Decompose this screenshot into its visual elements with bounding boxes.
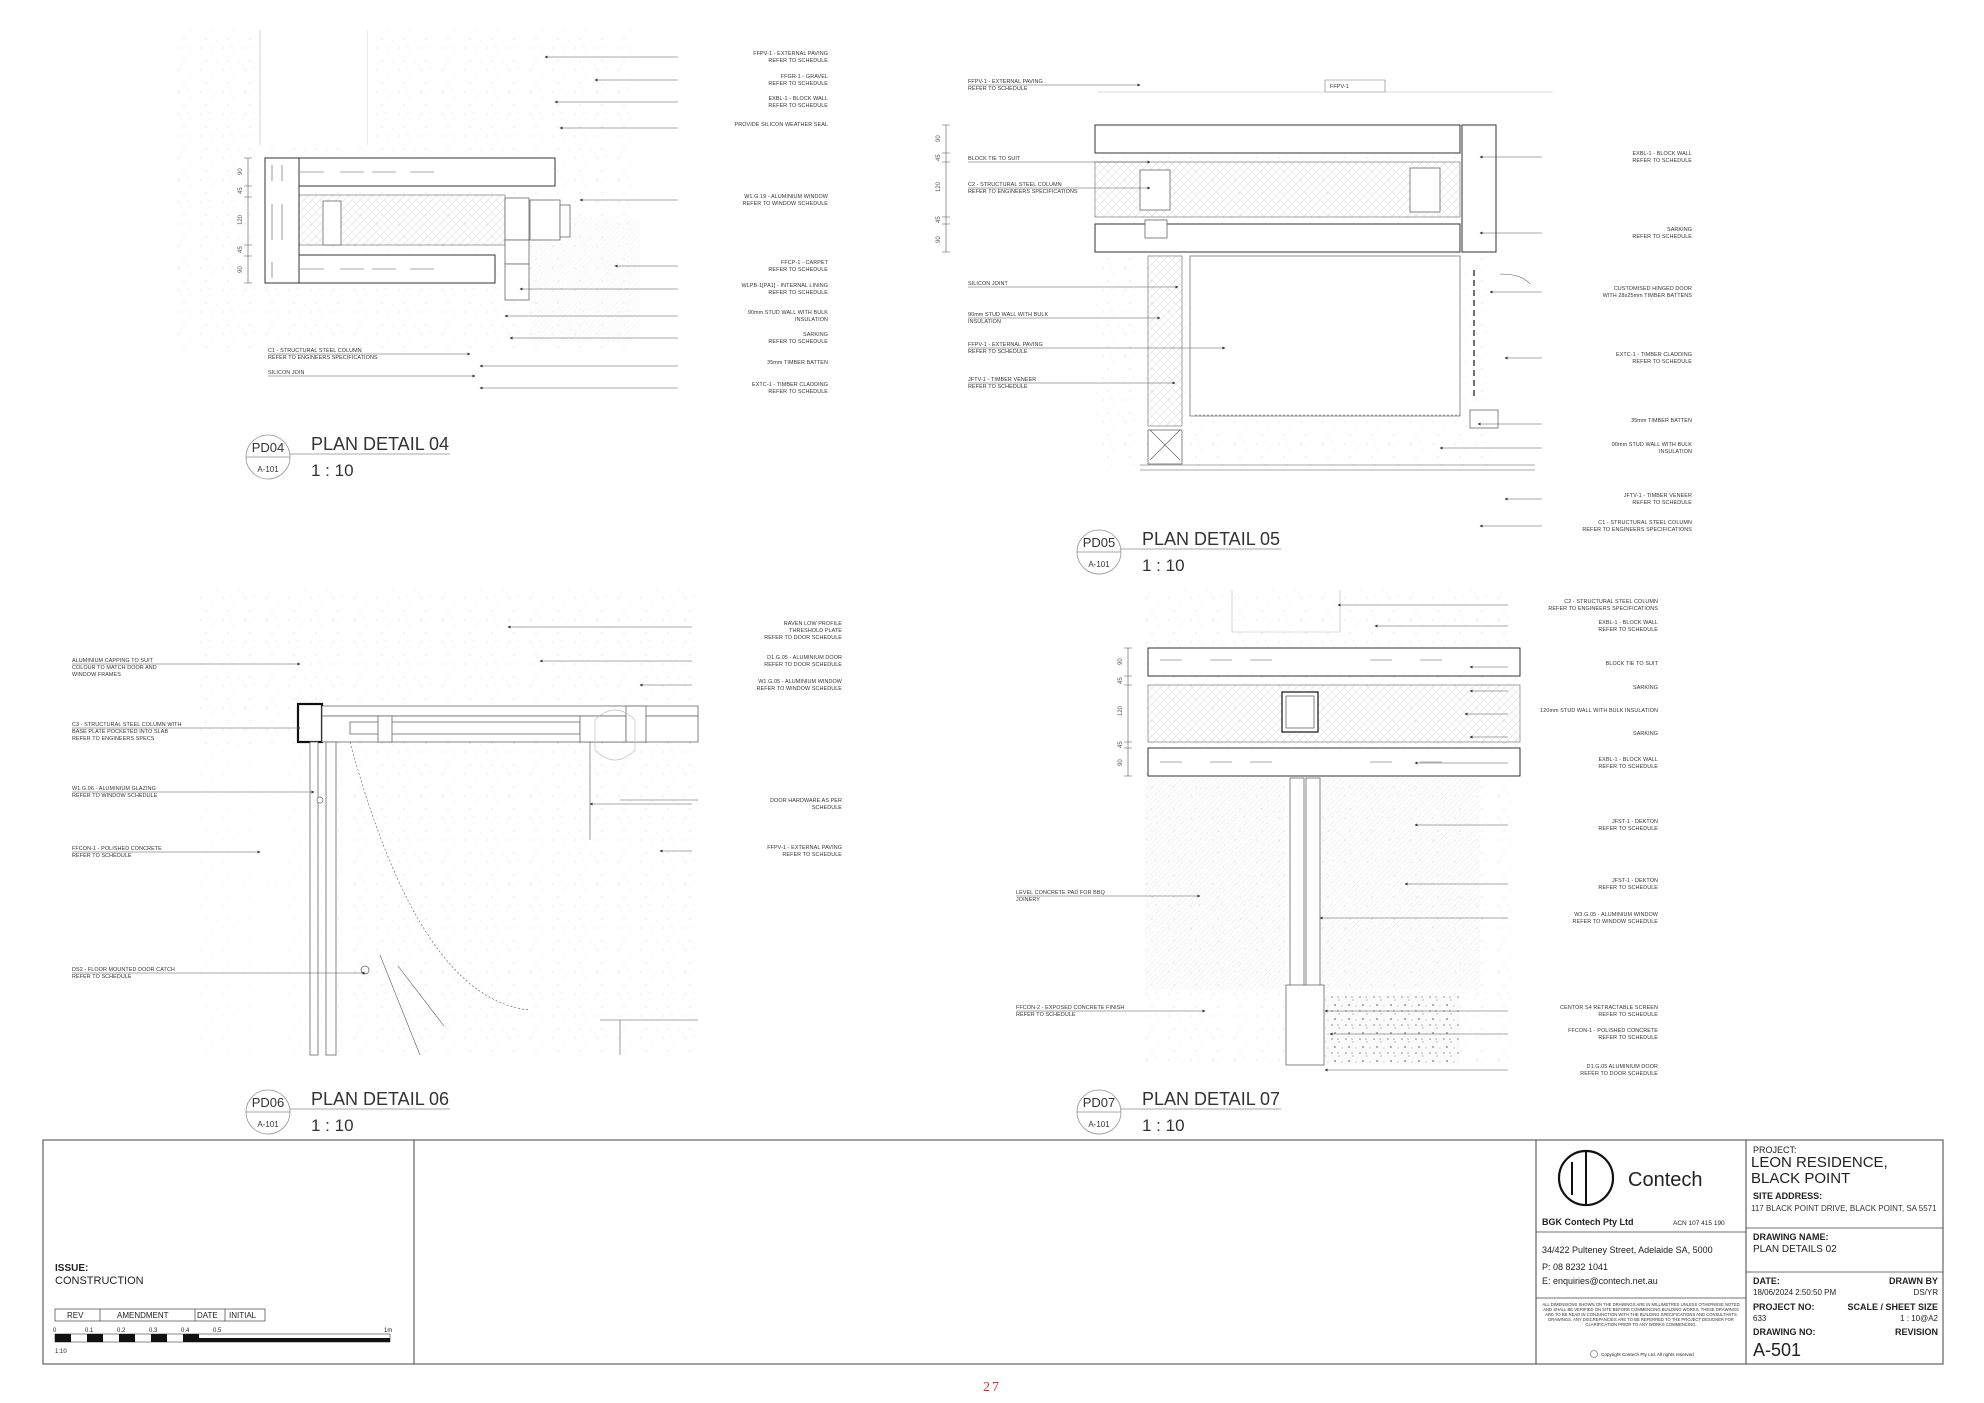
rev-header-initial: INITIAL [229,1311,257,1320]
site-address-label: SITE ADDRESS: [1753,1191,1823,1201]
scale-sheet-value: 1 : 10@A2 [1900,1314,1938,1323]
company-phone: P: 08 8232 1041 [1542,1262,1609,1272]
drawing-name-value: PLAN DETAILS 02 [1753,1244,1837,1255]
pd07-title [1077,1089,1281,1135]
pd07-note-5: SARKING [1633,731,1658,737]
pd04-note-8: SARKING REFER TO SCHEDULE [768,332,828,345]
date-label: DATE: [1753,1276,1780,1286]
pd07-note-12: D1.G.05 ALUMINIUM DOOR REFER TO DOOR SCHEDULE [1580,1064,1658,1077]
pd06-note-3: DOOR HARDWARE AS PER SCHEDULE [770,798,842,811]
company-acn: ACN 107 415 190 [1673,1220,1725,1227]
pd05-dim-3: 45 [936,216,942,223]
pd06-note-0: RAVEN LOW PROFILE THRESHOLD PLATE REFER TO DOOR SCHEDULE [764,621,842,641]
pd07-note-8: JFST-1 - DEKTON REFER TO SCHEDULE [1598,878,1658,891]
pd04-scale: 1 : 10 [311,461,354,480]
pd05-note-7: C1 - STRUCTURAL STEEL COLUMN REFER TO ENGINEERS SPECIFICATIONS [1582,520,1692,533]
pd07-dim-4: 90 [1118,759,1124,766]
pd05-code: PD05 [1082,535,1116,550]
pd05-ref: A-101 [1088,560,1110,569]
pd07-lnote-1: FFCON-2 - EXPOSED CONCRETE FINISH REFER TO SCHEDULE [1016,1005,1125,1018]
pd07-dim-2: 120 [1118,705,1124,716]
pd07-concrete [1325,995,1460,1065]
pd04-dim-4: 90 [238,266,244,273]
company-address: 34/422 Pulteney Street, Adelaide SA, 5000 [1542,1245,1713,1255]
pd04-note-0: FFPV-1 - EXTERNAL PAVING REFER TO SCHEDULE [753,51,828,64]
drawing-no-label: DRAWING NO: [1753,1327,1816,1337]
pd07-note-7: JFST-1 - DEKTON REFER TO SCHEDULE [1598,819,1658,832]
pd06-scale: 1 : 10 [311,1116,354,1135]
pd06-code: PD06 [251,1095,285,1110]
title-block [43,1140,1943,1364]
pd05-scale: 1 : 10 [1142,556,1185,575]
pd07-note-2: BLOCK TIE TO SUIT [1605,661,1658,667]
pd06-lnote-4: DS2 - FLOOR MOUNTED DOOR CATCH REFER TO SCHEDULE [72,967,175,980]
pd04-note-10: EXTC-1 - TIMBER CLADDING REFER TO SCHEDULE [752,382,828,395]
pd07-note-4: 120mm STUD WALL WITH BULK INSULATION [1540,708,1658,714]
pd07-notes [1540,599,1659,1077]
pd05-lnote-3: SILICON JOINT [968,281,1008,287]
pd07-dimensions [1118,648,1132,776]
pd05-note-6: JFTV-1 - TIMBER VENEER REFER TO SCHEDULE [1623,493,1692,506]
pd04-title [246,434,450,480]
pd07-ref: A-101 [1088,1120,1110,1129]
pd05-note-4: 35mm TIMBER BATTEN [1631,418,1692,424]
project-no-value: 633 [1753,1314,1767,1323]
pd05-note-2: CUSTOMISED HINGED DOOR WITH 28x25mm TIMBER BATTENS [1602,286,1692,299]
pd06-note-4: FFPV-1 - EXTERNAL PAVING REFER TO SCHEDULE [767,845,842,858]
scale-bar-label-4: 0.4 [181,1328,190,1334]
drawing-no-value: A-501 [1753,1340,1802,1360]
rev-header-amendment: AMENDMENT [117,1311,169,1320]
pd05-lnote-2: C2 - STRUCTURAL STEEL COLUMN REFER TO ENGINEERS SPECIFICATIONS [968,182,1078,195]
pd05-title [1077,529,1281,575]
pd05-dimensions [936,125,950,252]
pd07-left-notes [1016,890,1124,1018]
drawing-name-label: DRAWING NAME: [1753,1232,1829,1242]
pd05-lnote-5: FFPV-1 - EXTERNAL PAVING REFER TO SCHEDULE [968,342,1043,355]
disclaimer-box [1541,1302,1741,1342]
site-address-value: 117 BLACK POINT DRIVE, BLACK POINT, SA 5571 [1751,1204,1937,1213]
copyright-text: Copyright Contech Pty Ltd. All rights reserved [1601,1352,1694,1357]
scale-bar-label-2: 0.2 [117,1328,126,1334]
pd07-note-9: W3.G.05 - ALUMINIUM WINDOW REFER TO WINDOW SCHEDULE [1572,912,1658,925]
scale-bar-label-5: 0.5 [213,1328,222,1334]
pd05-note-1: SARKING REFER TO SCHEDULE [1632,227,1692,240]
project-value: LEON RESIDENCE, BLACK POINT [1751,1155,1888,1187]
pd06-lnote-3: FFCON-1 - POLISHED CONCRETE REFER TO SCHEDULE [72,846,162,859]
company-name: BGK Contech Pty Ltd [1542,1217,1634,1227]
pd04-lnote-0: C1 - STRUCTURAL STEEL COLUMN REFER TO ENGINEERS SPECIFICATIONS [268,348,378,361]
drawn-by-label: DRAWN BY [1889,1276,1938,1286]
pd07-note-3: SARKING [1633,685,1658,691]
pd07-note-1: EXBL-1 - BLOCK WALL REFER TO SCHEDULE [1598,620,1658,633]
site-address-box [1751,1203,1941,1227]
company-email: E: enquiries@contech.net.au [1542,1276,1658,1286]
pd06-lnote-0: ALUMINIUM CAPPING TO SUIT COLOUR TO MATCH DOOR AND WINDOW FRAMES [72,658,157,678]
scale-bar-label-0: 0 [53,1328,57,1334]
scale-bar-ratio: 1:10 [55,1349,67,1355]
plan-detail-04 [170,30,829,480]
pd04-dim-3: 45 [238,246,244,253]
pd05-notes [1582,151,1692,533]
revision-table [55,1309,265,1321]
pd04-title-text: PLAN DETAIL 04 [311,434,450,454]
pd07-note-0: C2 - STRUCTURAL STEEL COLUMN REFER TO ENGINEERS SPECIFICATIONS [1548,599,1658,612]
pd07-code: PD07 [1082,1095,1116,1110]
pd07-title-text: PLAN DETAIL 07 [1142,1089,1281,1109]
pd04-window-void [265,30,367,145]
pd05-dim-0: 90 [936,135,942,142]
pd05-title-text: PLAN DETAIL 05 [1142,529,1281,549]
pd06-note-1: D1.G.05 - ALUMINIUM DOOR REFER TO DOOR SCHEDULE [764,655,842,668]
plan-detail-06 [72,590,843,1135]
pd06-notes [757,621,843,858]
pd04-dim-2: 120 [238,214,244,225]
pd04-dim-0: 90 [238,168,244,175]
pd07-dim-1: 45 [1118,677,1124,684]
scale-bar-label-6: 1m [384,1328,393,1334]
pd04-note-4: W1.G.19 - ALUMINIUM WINDOW REFER TO WINDOW SCHEDULE [742,194,828,207]
pd05-dim-1: 45 [936,154,942,161]
rev-header-date: DATE [197,1311,218,1320]
pd04-note-1: FFGR-1 - GRAVEL REFER TO SCHEDULE [768,74,828,87]
pd05-lnote-6: JFTV-1 - TIMBER VENEER REFER TO SCHEDULE [968,377,1037,390]
pd05-top-tag: FFPV-1 [1330,84,1349,90]
pd05-dim-4: 90 [936,236,942,243]
date-value: 18/06/2024 2:50:50 PM [1753,1288,1837,1297]
scale-bar-label-1: 0.1 [85,1328,94,1334]
pd06-ref: A-101 [257,1120,279,1129]
plan-detail-07 [1016,590,1659,1135]
project-no-label: PROJECT NO: [1753,1302,1815,1312]
pd05-note-5: 90mm STUD WALL WITH BULK INSULATION [1611,442,1692,455]
pd04-notes [735,51,829,395]
drawn-by-value: DS/YR [1913,1288,1938,1297]
pd07-dim-0: 90 [1118,658,1124,665]
project-label: PROJECT: [1753,1145,1797,1155]
pd07-note-6: EXBL-1 - BLOCK WALL REFER TO SCHEDULE [1598,757,1658,770]
pd07-scale: 1 : 10 [1142,1116,1185,1135]
plan-detail-05 [936,79,1692,575]
scale-sheet-label: SCALE / SHEET SIZE [1847,1302,1938,1312]
pd04-note-9: 35mm TIMBER BATTEN [767,360,828,366]
pd04-note-7: 90mm STUD WALL WITH BULK INSULATION [747,310,828,323]
pd07-dim-3: 45 [1118,741,1124,748]
project-value-box [1751,1155,1941,1191]
pd06-note-2: W1.G.05 - ALUMINIUM WINDOW REFER TO WINDOW SCHEDULE [756,679,842,692]
pd04-note-3: PROVIDE SILICON WEATHER SEAL [734,122,828,128]
pd05-dim-2: 120 [936,181,942,192]
pd04-ref: A-101 [257,465,279,474]
pd07-note-11: FFCON-1 - POLISHED CONCRETE REFER TO SCHEDULE [1568,1028,1658,1041]
pd07-note-10: CENTOR S4 RETRACTABLE SCREEN REFER TO SCHEDULE [1560,1005,1658,1018]
pd05-lnote-4: 90mm STUD WALL WITH BULK INSULATION [968,312,1049,325]
issue-label: ISSUE: [55,1263,89,1274]
disclaimer-text: ALL DIMENSIONS SHOWN ON THE DRAWINGS ARE IN MILLIMETRES UNLESS OTHERWISE NOTED AND SHALL BE VERIFIED ON SITE BEFORE COMMENCING BUILDING WORKS. THESE DRAWINGS ARE TO BE READ IN CONJUNCTION WITH THE BUILDING SPECIFICATIONS AND CONSULTANTS DRAWINGS. ANY DISCREPANCIES ARE TO BE REFERRED TO THE PROJECT DESIGNER FOR CLARIFICATION PRIOR TO ANY WORKS COMMENCING. [1542,1302,1740,1327]
pd04-note-5: FFCP-1 - CARPET REFER TO SCHEDULE [768,260,828,273]
pd04-note-2: EXBL-1 - BLOCK WALL REFER TO SCHEDULE [768,96,828,109]
pd04-lnote-1: SILICON JOIN [268,370,305,376]
scale-bar-label-3: 0.3 [149,1328,158,1334]
page-number: 27 [983,1380,1001,1395]
rev-header-rev: REV [67,1311,84,1320]
pd05-lnote-1: BLOCK TIE TO SUIT [968,156,1021,162]
pd06-lnote-1: C3 - STRUCTURAL STEEL COLUMN WITH BASE PLATE POCKETED INTO SLAB REFER TO ENGINEERS SPECS [72,722,182,742]
pd06-title-text: PLAN DETAIL 06 [311,1089,450,1109]
pd07-lnote-0: LEVEL CONCRETE PAD FOR BBQ JOINERY [1016,890,1105,903]
pd04-note-6: WLPB-1[PA1] - INTERNAL LINING REFER TO SCHEDULE [741,283,828,296]
logo-wordmark: Contech [1628,1169,1703,1191]
revision-label: REVISION [1894,1327,1938,1337]
issue-value: CONSTRUCTION [55,1275,144,1287]
pd05-note-0: EXBL-1 - BLOCK WALL REFER TO SCHEDULE [1632,151,1692,164]
pd05-lnote-0: FFPV-1 - EXTERNAL PAVING REFER TO SCHEDULE [968,79,1043,92]
pd04-dim-1: 45 [238,187,244,194]
pd05-note-3: EXTC-1 - TIMBER CLADDING REFER TO SCHEDULE [1616,352,1692,365]
pd04-wall [265,158,570,300]
pd06-lnote-2: W1.G.06 - ALUMINIUM GLAZING REFER TO WINDOW SCHEDULE [72,786,158,799]
pd04-code: PD04 [251,440,285,455]
pd06-left-notes [72,658,182,980]
pd04-left-notes [268,348,378,376]
pd05-left-notes [968,79,1078,390]
pd06-title [246,1089,450,1135]
